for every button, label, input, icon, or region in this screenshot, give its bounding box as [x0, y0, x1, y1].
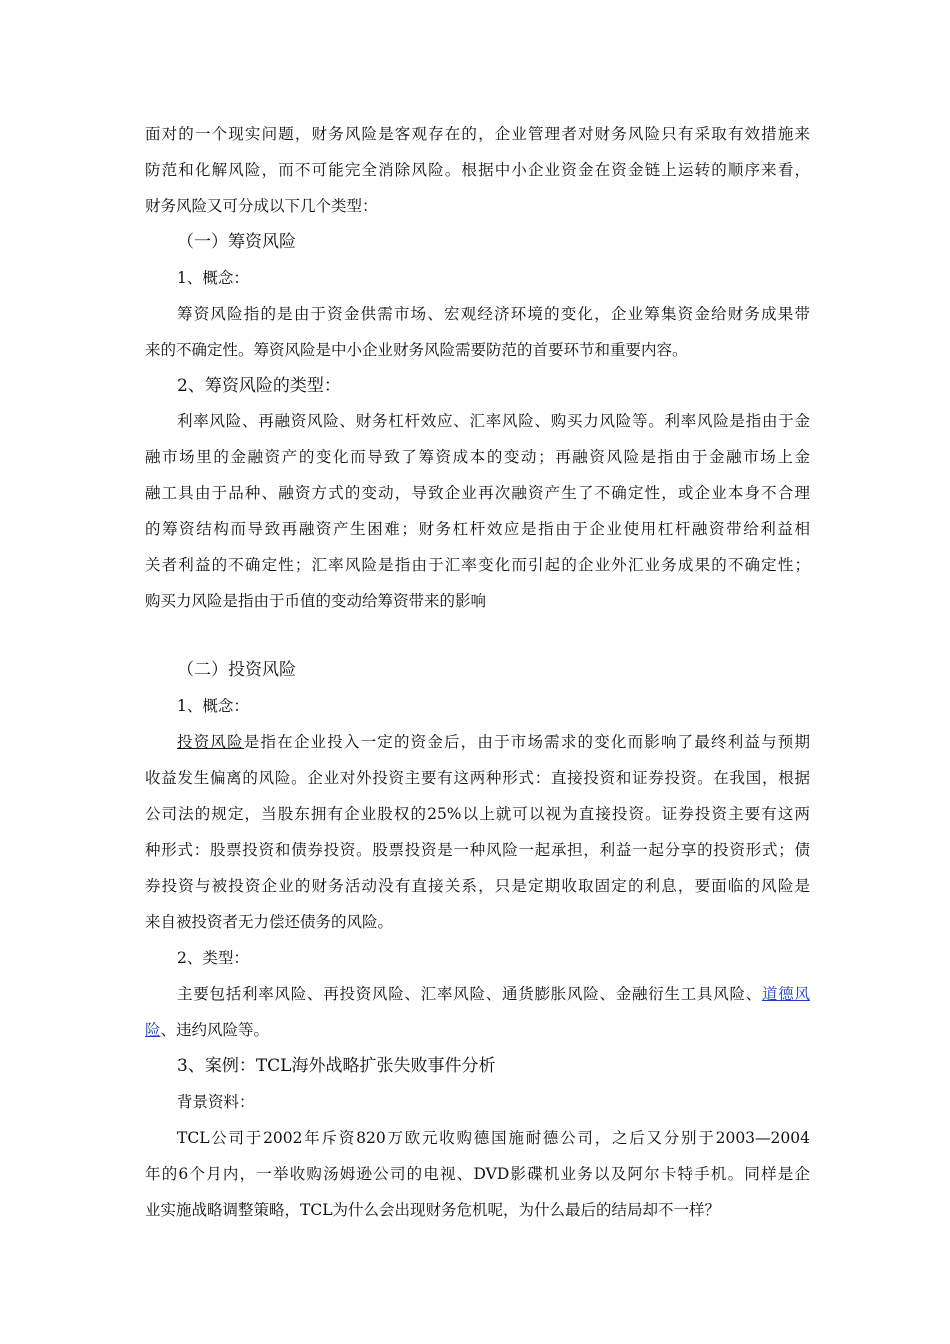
paragraph-line-text: 、违约风险等。 [160, 1021, 270, 1039]
moral-risk-link-continued[interactable]: 险 [145, 1021, 161, 1039]
subheading-types: 2、类型： [177, 949, 249, 967]
subheading-concept: 1、概念： [177, 269, 249, 287]
subheading-case-study: 3、案例：TCL海外战略扩张失败事件分析 [177, 1056, 496, 1076]
paragraph-line: 公司法的规定，当股东拥有企业股权的25%以上就可以视为直接投资。证券投资主要有这两 [145, 805, 810, 823]
paragraph-line-text: 主要包括利率风险、再投资风险、汇率风险、通货膨胀风险、金融衍生工具风险、 [177, 985, 762, 1003]
underlined-term-investment-risk: 投资风险 [177, 733, 244, 751]
paragraph-line-rest: 是指在企业投入一定的资金后，由于市场需求的变化而影响了最终利益与预期 [243, 733, 810, 751]
moral-risk-link[interactable]: 道德风 [761, 985, 810, 1003]
paragraph-line: TCL公司于2002年斥资820万欧元收购德国施耐德公司，之后又分别于2003—2004 [177, 1129, 810, 1147]
paragraph-line: 收益发生偏离的风险。企业对外投资主要有这两种形式：直接投资和证券投资。在我国，根据 [145, 769, 810, 787]
paragraph-line: 面对的一个现实问题，财务风险是客观存在的，企业管理者对财务风险只有采取有效措施来 [145, 125, 810, 143]
paragraph-line: 筹资风险指的是由于资金供需市场、宏观经济环境的变化，企业筹集资金给财务成果带 [177, 305, 810, 323]
paragraph-line: 来的不确定性。筹资风险是中小企业财务风险需要防范的首要环节和重要内容。 [145, 341, 688, 359]
subheading-concept-2: 1、概念： [177, 697, 249, 715]
paragraph-line: 关者利益的不确定性；汇率风险是指由于汇率变化而引起的企业外汇业务成果的不确定性； [145, 556, 810, 574]
section-heading-investment-risk: （二）投资风险 [177, 660, 296, 680]
subheading-financing-risk-types: 2、筹资风险的类型： [177, 376, 341, 396]
paragraph-line [145, 1020, 810, 1040]
paragraph-line: 防范和化解风险，而不可能完全消除风险。根据中小企业资金在资金链上运转的顺序来看， [145, 161, 810, 179]
paragraph-line [177, 984, 810, 1004]
paragraph-line: 来自被投资者无力偿还债务的风险。 [145, 913, 394, 931]
paragraph-line: 年的6个月内，一举收购汤姆逊公司的电视、DVD影碟机业务以及阿尔卡特手机。同样是企 [145, 1165, 810, 1183]
paragraph-line: 券投资与被投资企业的财务活动没有直接关系，只是定期收取固定的利息，要面临的风险是 [145, 877, 810, 895]
paragraph-line: 财务风险又可分成以下几个类型： [145, 197, 378, 215]
paragraph-line: 融市场里的金融资产的变化而导致了筹资成本的变动；再融资风险是指由于金融市场上金 [145, 448, 810, 466]
paragraph-line: 种形式：股票投资和债券投资。股票投资是一种风险一起承担，利益一起分享的投资形式；债 [145, 841, 810, 859]
section-heading-financing-risk: （一）筹资风险 [177, 232, 296, 252]
paragraph-line: 融工具由于品种、融资方式的变动，导致企业再次融资产生了不确定性，或企业本身不合理 [145, 484, 810, 502]
subheading-background: 背景资料： [177, 1093, 255, 1111]
paragraph-line: 的筹资结构而导致再融资产生困难；财务杠杆效应是指由于企业使用杠杆融资带给利益相 [145, 520, 810, 538]
paragraph-line [177, 732, 810, 752]
paragraph-line: 利率风险、再融资风险、财务杠杆效应、汇率风险、购买力风险等。利率风险是指由于金 [177, 412, 810, 430]
paragraph-line: 业实施战略调整策略，TCL为什么会出现财务危机呢，为什么最后的结局却不一样？ [145, 1201, 720, 1219]
paragraph-line: 购买力风险是指由于币值的变动给筹资带来的影响 [145, 592, 487, 610]
